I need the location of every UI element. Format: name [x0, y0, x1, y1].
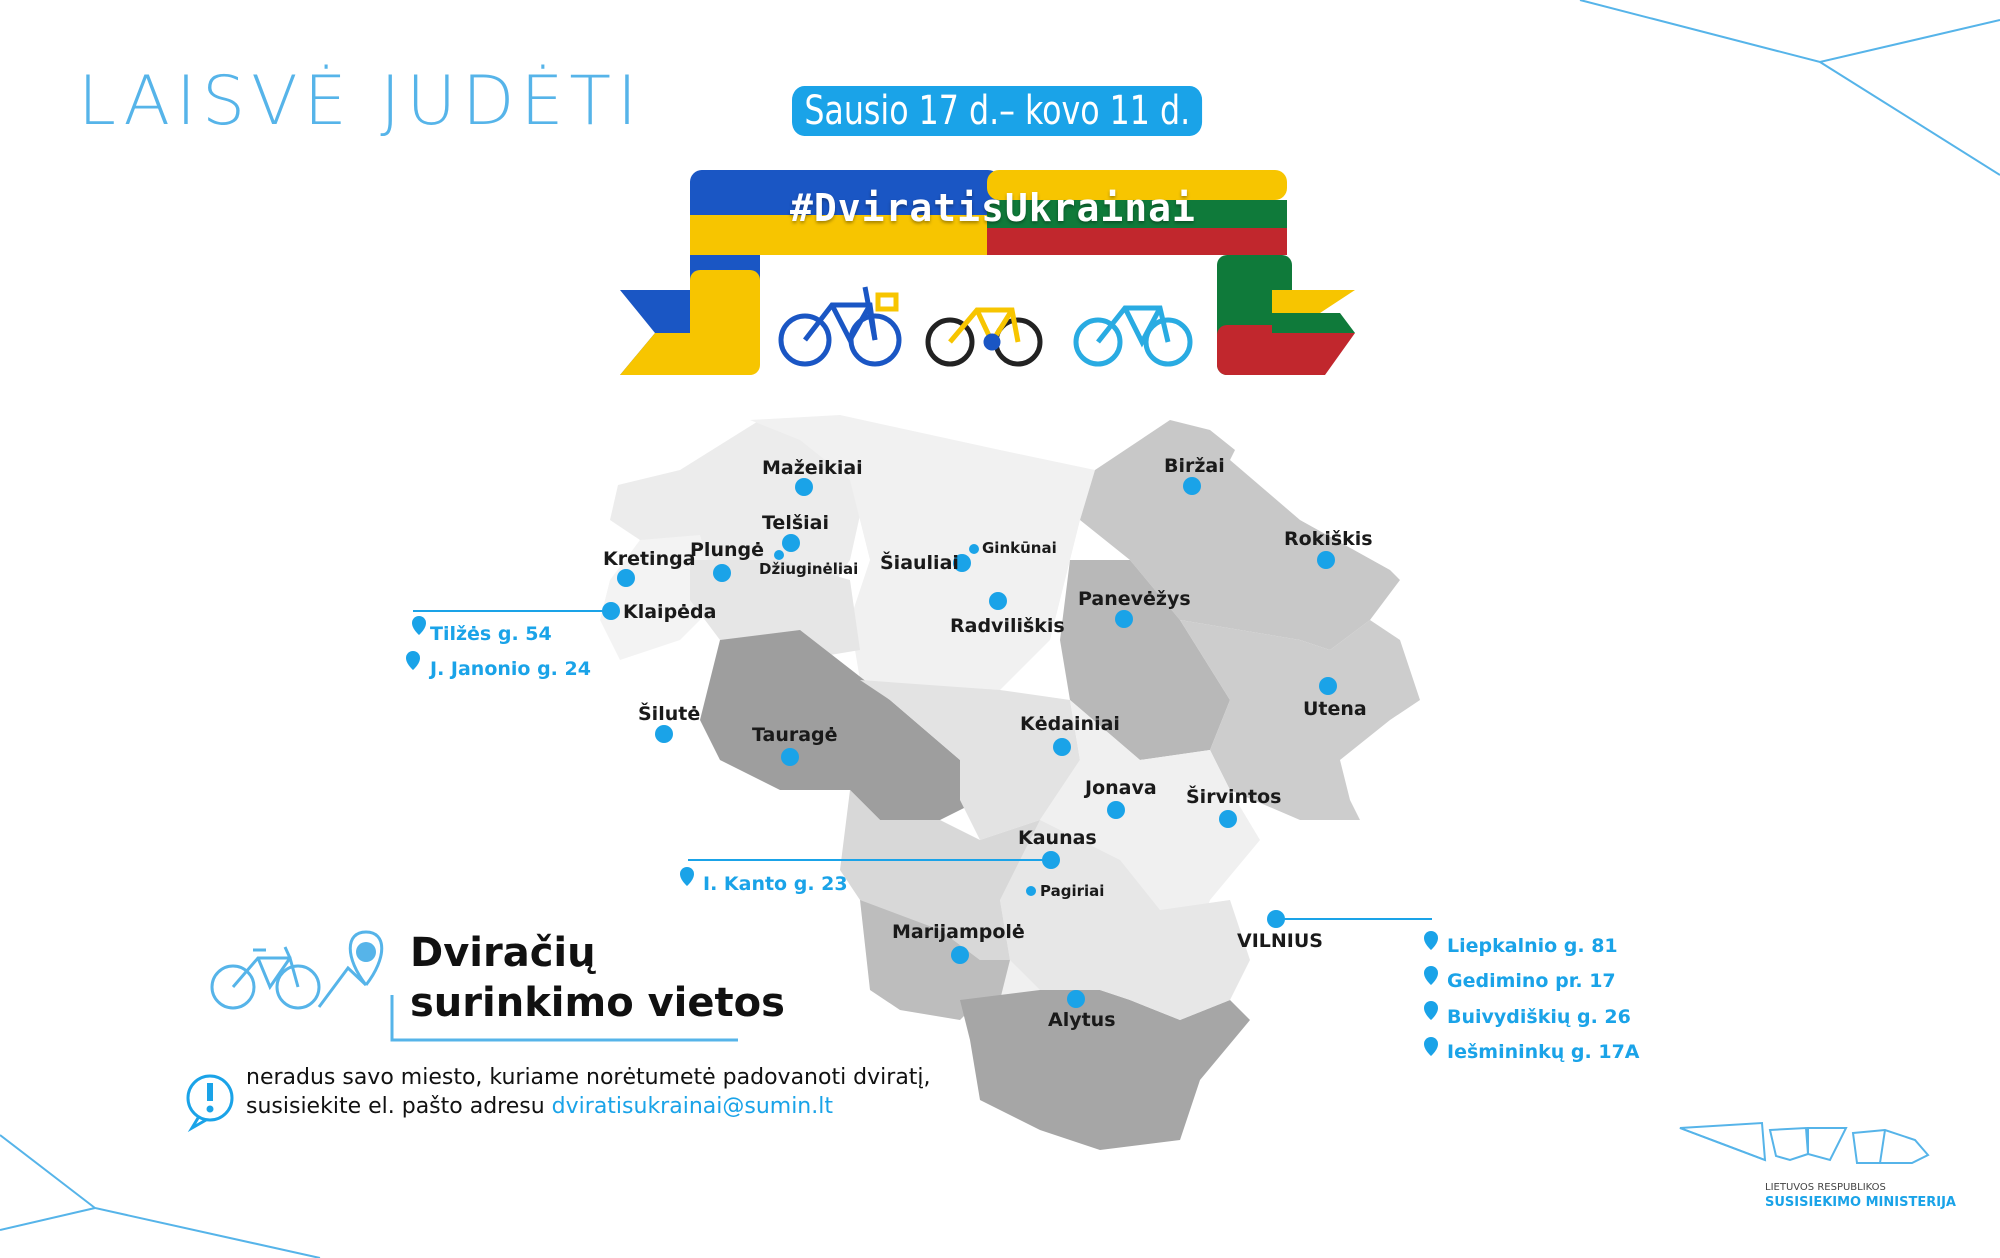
marker-kaunas[interactable]	[1042, 851, 1060, 869]
address-buivydiskiu: Buivydiškių g. 26	[1447, 1006, 1631, 1028]
marker-utena[interactable]	[1319, 677, 1337, 695]
address-list-kaunas	[680, 867, 848, 895]
label-kedainiai: Kėdainiai	[1020, 713, 1120, 735]
address-gedimino: Gedimino pr. 17	[1447, 970, 1616, 992]
label-klaipeda: Klaipėda	[623, 601, 717, 623]
label-radviliskis: Radviliškis	[950, 615, 1065, 637]
label-vilnius: VILNIUS	[1237, 930, 1323, 952]
location-pin-dot	[356, 942, 376, 962]
pin-icon	[1424, 931, 1438, 950]
label-kretinga: Kretinga	[603, 548, 696, 570]
address-tilzes: Tilžės g. 54	[430, 623, 552, 645]
address-liepkalnio: Liepkalnio g. 81	[1447, 935, 1618, 957]
pin-icon	[1424, 1001, 1438, 1020]
date-range-badge: Sausio 17 d.– kovo 11 d.	[792, 86, 1202, 136]
marker-klaipeda[interactable]	[602, 602, 620, 620]
ministry-logo-icon	[1680, 1123, 1928, 1163]
label-panevezys: Panevėžys	[1078, 588, 1191, 610]
collection-title	[410, 928, 785, 1028]
label-utena: Utena	[1303, 698, 1367, 720]
label-dziugineliai: Džiuginėliai	[759, 560, 859, 578]
contact-note	[246, 1063, 931, 1121]
marker-rokiskis[interactable]	[1317, 551, 1335, 569]
pin-icon	[406, 651, 420, 670]
address-iesmininku: Iešmininkų g. 17A	[1447, 1041, 1640, 1063]
marker-dziugineliai[interactable]	[774, 550, 784, 560]
pin-icon	[412, 616, 426, 635]
label-rokiskis: Rokiškis	[1284, 528, 1373, 550]
note-line1: neradus savo miesto, kuriame norėtumetė padovanoti dviratį,	[246, 1065, 931, 1090]
marker-panevezys[interactable]	[1115, 610, 1133, 628]
label-mazeikiai: Mažeikiai	[762, 457, 863, 479]
marker-jonava[interactable]	[1107, 801, 1125, 819]
label-kaunas: Kaunas	[1018, 827, 1097, 849]
address-janonio: J. Janonio g. 24	[430, 658, 591, 680]
page-title: LAISVĖ JUDĖTI	[78, 62, 644, 141]
address-list-klaipeda	[406, 616, 591, 680]
label-jonava: Jonava	[1085, 777, 1157, 799]
hashtag-label: #DviratisUkrainai	[790, 186, 1196, 230]
marker-telsiai[interactable]	[782, 534, 800, 552]
contact-email-link[interactable]: dviratisukrainai@sumin.lt	[551, 1094, 833, 1119]
pin-icon	[1424, 966, 1438, 985]
collection-title-line1: Dviračių	[410, 930, 596, 976]
marker-radviliskis[interactable]	[989, 592, 1007, 610]
label-silute: Šilutė	[638, 703, 701, 725]
marker-kedainiai[interactable]	[1053, 738, 1071, 756]
label-birzai: Biržai	[1164, 455, 1225, 477]
address-list-vilnius	[1424, 931, 1640, 1063]
label-telsiai: Telšiai	[762, 512, 829, 534]
label-marijampole: Marijampolė	[892, 921, 1025, 943]
note-line2-prefix: susisiekite el. pašto adresu	[246, 1094, 552, 1119]
marker-ginkunai[interactable]	[969, 544, 979, 554]
ministry-name-line1: LIETUVOS RESPUBLIKOS	[1765, 1182, 1886, 1193]
pin-icon	[1424, 1037, 1438, 1056]
marker-alytus[interactable]	[1067, 990, 1085, 1008]
marker-sirvintos[interactable]	[1219, 810, 1237, 828]
marker-birzai[interactable]	[1183, 477, 1201, 495]
label-plunge: Plungė	[690, 539, 764, 561]
address-kanto: I. Kanto g. 23	[703, 873, 848, 895]
marker-silute[interactable]	[655, 725, 673, 743]
note-line2	[246, 1092, 931, 1121]
label-siauliai: Šiauliai	[880, 552, 959, 574]
collection-title-line2: surinkimo vietos	[410, 980, 785, 1026]
label-sirvintos: Širvintos	[1186, 786, 1282, 808]
ministry-name-line2: SUSISIEKIMO MINISTERIJA	[1765, 1195, 1956, 1210]
marker-pagiriai[interactable]	[1026, 886, 1036, 896]
marker-mazeikiai[interactable]	[795, 478, 813, 496]
marker-taurage[interactable]	[781, 748, 799, 766]
label-pagiriai: Pagiriai	[1040, 882, 1105, 900]
marker-vilnius[interactable]	[1267, 910, 1285, 928]
marker-kretinga[interactable]	[617, 569, 635, 587]
marker-plunge[interactable]	[713, 564, 731, 582]
marker-marijampole[interactable]	[951, 946, 969, 964]
label-alytus: Alytus	[1048, 1009, 1116, 1031]
label-taurage: Tauragė	[752, 724, 838, 746]
pin-icon	[680, 867, 694, 886]
info-icon	[188, 1076, 232, 1128]
label-ginkunai: Ginkūnai	[982, 539, 1057, 557]
